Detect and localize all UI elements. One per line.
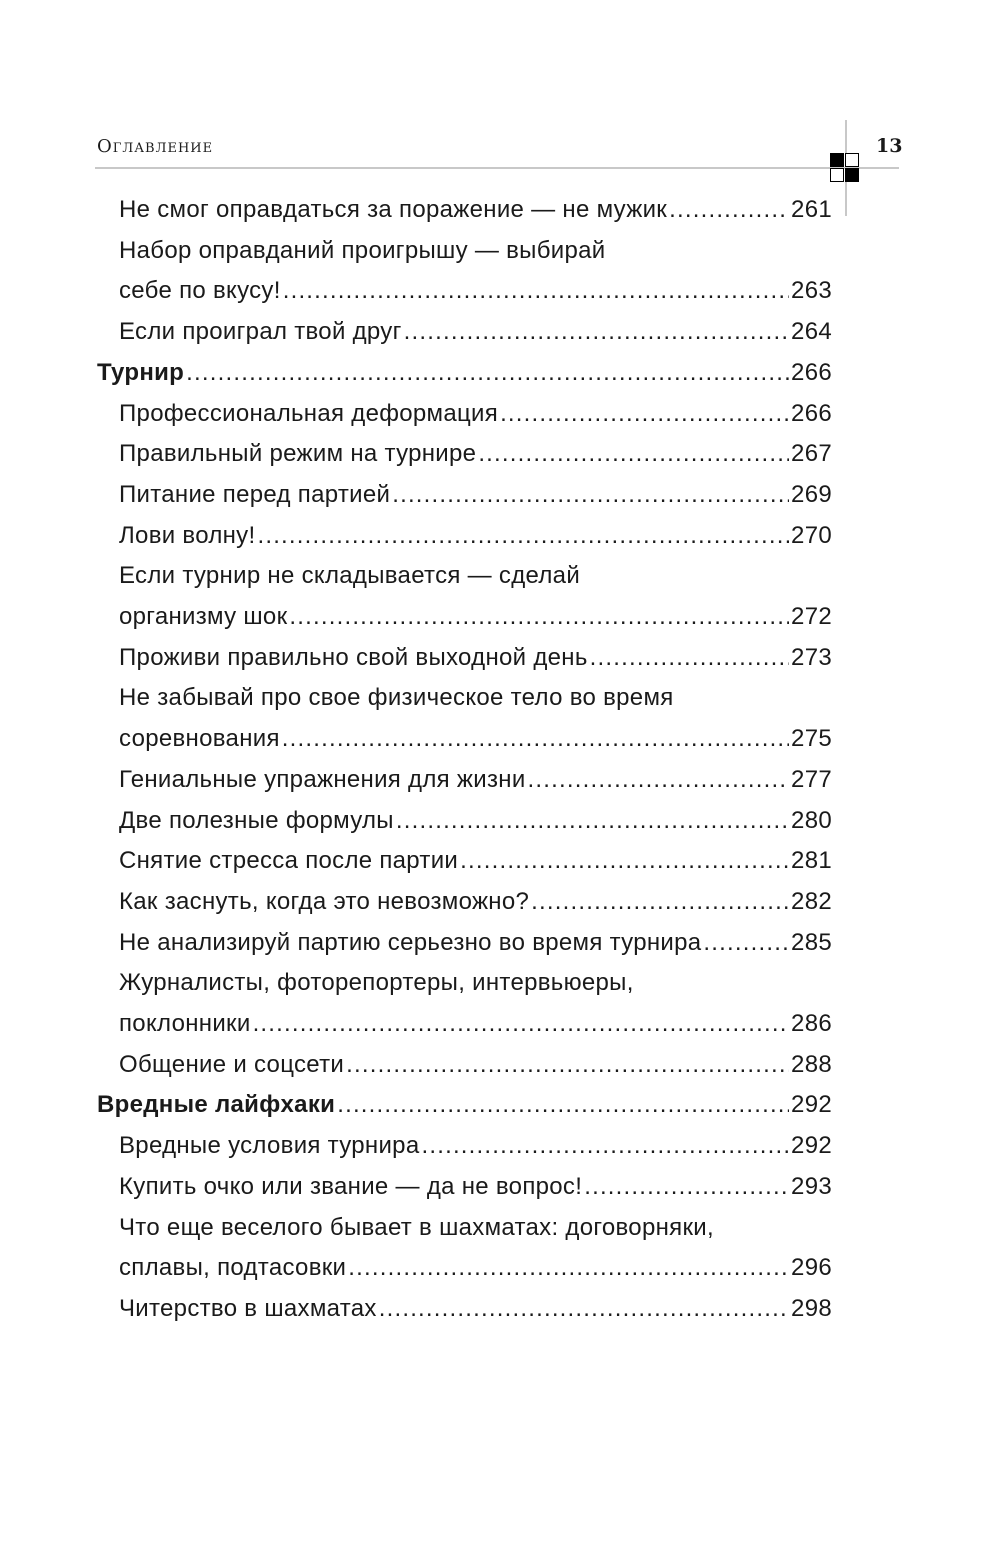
toc-entry-title: организму шок: [119, 603, 288, 630]
toc-entry-title: Турнир: [97, 359, 185, 386]
dot-leader: [348, 1248, 789, 1288]
dot-leader: [669, 190, 789, 230]
header-title: Оглавление: [97, 136, 214, 157]
toc-entry-title: поклонники: [119, 1010, 251, 1037]
dot-leader: [460, 841, 789, 881]
dot-leader: [283, 271, 789, 311]
toc-page-number: 272: [791, 603, 832, 630]
dot-leader: [282, 719, 789, 759]
dot-leader: [590, 638, 789, 678]
toc-entry: [119, 1289, 832, 1329]
dot-leader: [500, 394, 789, 434]
toc-page-number: 296: [791, 1254, 832, 1281]
toc-entry-title: Не забывай про свое физическое тело во время: [119, 684, 674, 711]
dot-leader: [379, 1289, 789, 1329]
toc-page-number: 266: [791, 359, 832, 386]
toc-entry-title: Набор оправданий проигрышу — выбирай: [119, 237, 606, 264]
toc-entry: [119, 1167, 832, 1207]
toc-page-number: 277: [791, 766, 832, 793]
dot-leader: [703, 923, 789, 963]
toc-page-number: 275: [791, 725, 832, 752]
dot-leader: [478, 434, 789, 474]
checker-square: [830, 168, 844, 182]
toc-page-number: 273: [791, 644, 832, 671]
toc-entry: [119, 434, 832, 474]
toc-page-number: 292: [791, 1091, 832, 1118]
toc-page-number: 267: [791, 440, 832, 467]
dot-leader: [346, 1045, 789, 1085]
toc-entry: [119, 638, 832, 678]
dot-leader: [289, 597, 789, 637]
page-number: 13: [876, 135, 903, 157]
toc-entry-title: соревнования: [119, 725, 280, 752]
toc-entry-title: Общение и соцсети: [119, 1051, 345, 1078]
dot-leader: [186, 353, 789, 393]
toc-entry-title: Если проиграл твой друг: [119, 318, 402, 345]
dot-leader: [584, 1167, 789, 1207]
dot-leader: [337, 1085, 789, 1125]
toc-entry-title: Две полезные формулы: [119, 807, 394, 834]
toc-entry: [119, 597, 832, 637]
chessboard-icon: [830, 153, 860, 183]
toc-entry-title: Лови волну!: [119, 522, 256, 549]
toc-entry-title: Правильный режим на турнире: [119, 440, 477, 467]
toc-entry-title: Если турнир не складывается — сделай: [119, 562, 581, 589]
toc-page-number: 280: [791, 807, 832, 834]
toc-entry: [119, 475, 832, 515]
toc-entry-title: Гениальные упражнения для жизни: [119, 766, 526, 793]
toc-page-number: 298: [791, 1295, 832, 1322]
toc-entry: [119, 312, 832, 352]
dot-leader: [421, 1126, 789, 1166]
toc-entry-title: Как заснуть, когда это невозможно?: [119, 888, 530, 915]
toc-entry-title: сплавы, подтасовки: [119, 1254, 347, 1281]
toc-entry: [119, 923, 832, 963]
toc-entry-title: Вредные лайфхаки: [97, 1091, 336, 1118]
toc-entry-title: Не смог оправдаться за поражение — не мужик: [119, 196, 668, 223]
toc-entry-title: Вредные условия турнира: [119, 1132, 420, 1159]
toc-page-number: 269: [791, 481, 832, 508]
toc-entry: [119, 190, 832, 230]
toc-entry: [119, 271, 832, 311]
dot-leader: [531, 882, 789, 922]
dot-leader: [396, 801, 789, 841]
toc-entry: [119, 394, 832, 434]
toc-entry-title: Профессиональная деформация: [119, 400, 499, 427]
toc-page-number: 293: [791, 1173, 832, 1200]
toc-entry-title: Проживи правильно свой выходной день: [119, 644, 588, 671]
toc-entry: [119, 1126, 832, 1166]
toc-section: [97, 353, 832, 393]
checker-square: [845, 168, 859, 182]
toc-page-number: 286: [791, 1010, 832, 1037]
toc-entry-title: Журналисты, фоторепортеры, интервьюеры,: [119, 969, 634, 996]
dot-leader: [257, 516, 789, 556]
toc-entry-title: себе по вкусу!: [119, 277, 281, 304]
toc-page-number: 281: [791, 847, 832, 874]
toc-entry-title: Питание перед партией: [119, 481, 391, 508]
dot-leader: [253, 1004, 789, 1044]
toc-page-number: 292: [791, 1132, 832, 1159]
toc-entry: [119, 882, 832, 922]
toc-entry-title: Читерство в шахматах: [119, 1295, 377, 1322]
toc-page-number: 264: [791, 318, 832, 345]
toc-page-number: 266: [791, 400, 832, 427]
toc-entry: [119, 719, 832, 759]
checker-square: [845, 153, 859, 167]
toc-entry: [119, 1045, 832, 1085]
toc-entry: [119, 841, 832, 881]
toc-entry-title: Купить очко или звание — да не вопрос!: [119, 1173, 583, 1200]
toc-section: [97, 1085, 832, 1125]
header-rule: [95, 167, 899, 169]
toc-entry: [119, 1004, 832, 1044]
dot-leader: [528, 760, 790, 800]
dot-leader: [392, 475, 789, 515]
toc-page-number: 285: [791, 929, 832, 956]
toc-page-number: 261: [791, 196, 832, 223]
toc-entry: [119, 801, 832, 841]
toc-entry-title: Не анализируй партию серьезно во время турнира: [119, 929, 702, 956]
toc-page-number: 263: [791, 277, 832, 304]
toc-page-number: 288: [791, 1051, 832, 1078]
toc-entry-title: Что еще веселого бывает в шахматах: договорняки,: [119, 1214, 714, 1241]
toc-entry-title: Снятие стресса после партии: [119, 847, 459, 874]
toc-entry: [119, 1248, 832, 1288]
toc-entry: [119, 760, 832, 800]
toc-page-number: 282: [791, 888, 832, 915]
toc-page-number: 270: [791, 522, 832, 549]
dot-leader: [404, 312, 789, 352]
toc-entry: [119, 516, 832, 556]
checker-square: [830, 153, 844, 167]
